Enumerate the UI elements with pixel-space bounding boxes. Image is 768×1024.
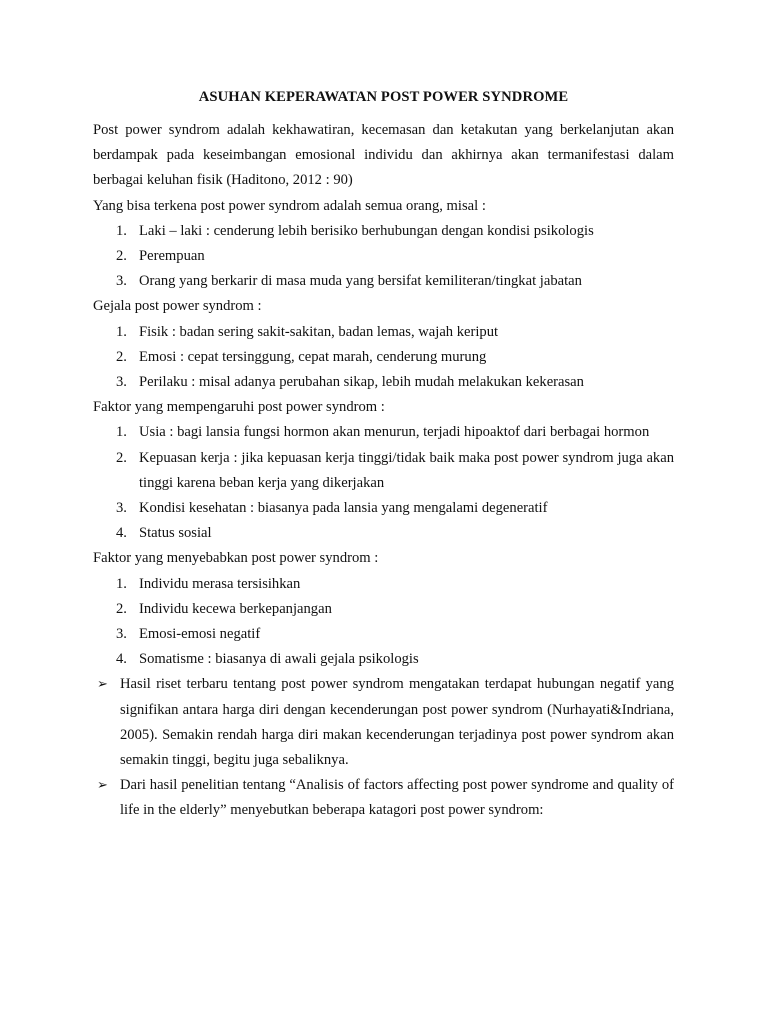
list-item [93, 446, 674, 496]
list-item [93, 219, 674, 244]
list-item [93, 572, 674, 597]
list-item-text: Somatisme : biasanya di awali gejala psikologis [139, 651, 419, 668]
list-item-text: Usia : bagi lansia fungsi hormon akan menurun, terjadi hipoaktof dari berbagai hormon [139, 424, 650, 441]
section-heading: Faktor yang menyebabkan post power syndrom : [93, 550, 379, 567]
list-item-text: Status sosial [139, 525, 212, 542]
section-heading: Gejala post power syndrom : [93, 298, 262, 315]
list-number: 1. [116, 222, 127, 239]
list-item-text: Perilaku : misal adanya perubahan sikap, lebih mudah melakukan kekerasan [139, 374, 584, 391]
list-item [93, 521, 674, 546]
arrowhead-bullet-icon: ➢ [97, 778, 108, 794]
list-item [93, 269, 674, 294]
list-item-text: Laki – laki : cenderung lebih berisiko berhubungan dengan kondisi psikologis [139, 222, 594, 239]
list-item [93, 345, 674, 370]
numbered-list [93, 219, 674, 295]
list-number: 3. [116, 374, 127, 391]
numbered-list [93, 320, 674, 396]
list-item-text: Fisik : badan sering sakit-sakitan, badan lemas, wajah keriput [139, 323, 499, 340]
arrow-bullet-list [93, 672, 674, 823]
list-item [93, 420, 674, 445]
list-item [93, 496, 674, 521]
intro-paragraph: Post power syndrom adalah kekhawatiran, kecemasan dan ketakutan yang berkelanjutan akan berdampak pada keseimbangan emosional individu dan akhirnya akan termanifestasi dalam berbagai keluhan fisik (Haditono, 2012 : 90) [93, 122, 674, 189]
list-number: 3. [116, 273, 127, 290]
list-item [93, 597, 674, 622]
numbered-list [93, 420, 674, 546]
section-heading: Yang bisa terkena post power syndrom adalah semua orang, misal : [93, 197, 486, 214]
list-number: 3. [116, 626, 127, 643]
list-number: 1. [116, 575, 127, 592]
list-number: 4. [116, 651, 127, 668]
list-item-text: Individu kecewa berkepanjangan [139, 600, 332, 617]
bullet-text: Dari hasil penelitian tentang “Analisis of factors affecting post power syndrome and quality of life in the elderly” menyebutkan beberapa katagori post power syndrom: [120, 777, 674, 819]
bullet-item [93, 672, 674, 773]
bullet-item [93, 773, 674, 823]
document-title: ASUHAN KEPERAWATAN POST POWER SYNDROME [198, 89, 569, 105]
list-item-text: Individu merasa tersisihkan [139, 575, 301, 592]
list-item-text: Orang yang berkarir di masa muda yang bersifat kemiliteran/tingkat jabatan [139, 273, 582, 290]
list-item-text: Emosi : cepat tersinggung, cepat marah, cenderung murung [139, 348, 487, 365]
list-number: 1. [116, 424, 127, 441]
list-item [93, 647, 674, 672]
list-item [93, 370, 674, 395]
list-item [93, 622, 674, 647]
list-number: 2. [116, 348, 127, 365]
list-number: 2. [116, 248, 127, 265]
list-item-text: Emosi-emosi negatif [139, 626, 261, 643]
list-number: 1. [116, 323, 127, 340]
list-number: 4. [116, 525, 127, 542]
list-number: 2. [116, 600, 127, 617]
list-number: 3. [116, 500, 127, 517]
list-number: 2. [116, 449, 127, 466]
list-item-text: Kondisi kesehatan : biasanya pada lansia yang mengalami degeneratif [139, 500, 548, 517]
arrowhead-bullet-icon: ➢ [97, 677, 108, 693]
list-item [93, 244, 674, 269]
list-item-text: Kepuasan kerja : jika kepuasan kerja tinggi/tidak baik maka post power syndrom juga akan tinggi karena beban kerja yang dikerjakan [139, 449, 674, 491]
numbered-list [93, 572, 674, 673]
bullet-text: Hasil riset terbaru tentang post power syndrom mengatakan terdapat hubungan negatif yang signifikan antara harga diri dengan kecenderungan post power syndrom (Nurhayati&Indriana, 2005). Semakin rendah harga diri makan kecenderungan terjadinya post power syndrom akan semakin tinggi, begitu juga sebaliknya. [120, 676, 674, 769]
list-item [93, 320, 674, 345]
section-heading: Faktor yang mempengaruhi post power syndrom : [93, 399, 385, 416]
list-item-text: Perempuan [139, 248, 205, 265]
